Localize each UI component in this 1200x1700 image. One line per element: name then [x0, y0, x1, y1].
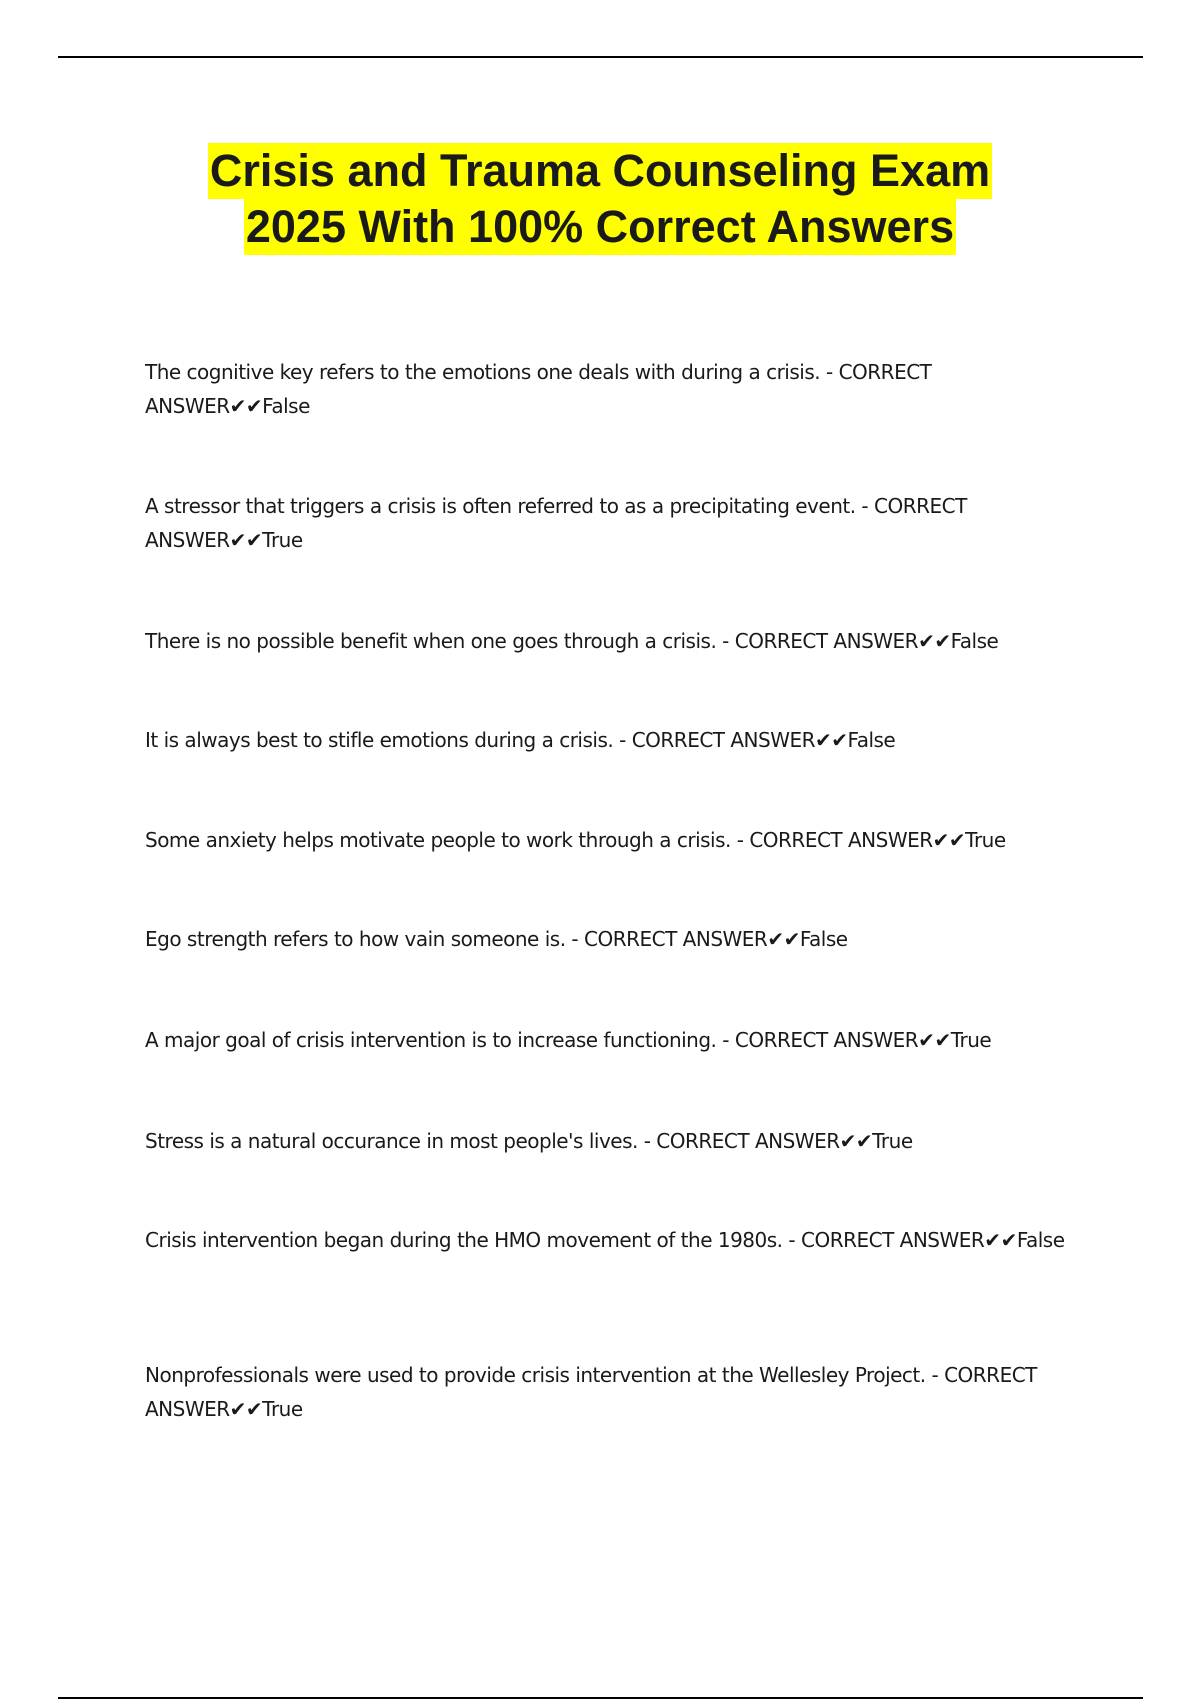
question-text: The cognitive key refers to the emotions one deals with during a crisis. [145, 360, 821, 384]
answer-value: False [950, 629, 999, 653]
qa-item-4: It is always best to stifle emotions during a crisis. - CORRECT ANSWER✔✔False [145, 728, 896, 752]
answer-value: False [799, 927, 848, 951]
qa-item-6: Ego strength refers to how vain someone is. - CORRECT ANSWER✔✔False [145, 927, 848, 951]
answer-value: False [262, 394, 310, 418]
qa-item-9: Crisis intervention began during the HMO movement of the 1980s. - CORRECT ANSWER✔✔False [145, 1228, 1065, 1252]
qa-item-8: Stress is a natural occurance in most people's lives. - CORRECT ANSWER✔✔True [145, 1129, 913, 1153]
qa-item-3: There is no possible benefit when one goes through a crisis. - CORRECT ANSWER✔✔False [145, 629, 999, 653]
answer-value: True [950, 1028, 992, 1052]
answer-value: True [262, 1397, 303, 1421]
question-text: A stressor that triggers a crisis is often referred to as a precipitating event. [145, 494, 856, 518]
qa-item-10: Nonprofessionals were used to provide crisis intervention at the Wellesley Project. - CORRECT ANSWER✔✔True [145, 1363, 1037, 1421]
answer-marker: CORRECT ANSWER✔✔ [749, 828, 966, 852]
answer-value: False [1016, 1228, 1065, 1252]
answer-marker: CORRECT ANSWER✔✔ [145, 360, 932, 418]
question-text: Nonprofessionals were used to provide crisis intervention at the Wellesley Project. [145, 1363, 926, 1387]
qa-item-2: A stressor that triggers a crisis is often referred to as a precipitating event. - CORRECT ANSWER✔✔True [145, 494, 967, 552]
question-text: A major goal of crisis intervention is to increase functioning. [145, 1028, 717, 1052]
answer-value: True [872, 1129, 913, 1153]
answer-value: False [847, 728, 896, 752]
answer-marker: CORRECT ANSWER✔✔ [584, 927, 800, 951]
answer-marker: CORRECT ANSWER✔✔ [145, 1363, 1037, 1421]
title-line-2: 2025 With 100% Correct Answers [244, 199, 956, 255]
question-text: Crisis intervention began during the HMO movement of the 1980s. [145, 1228, 783, 1252]
qa-item-5: Some anxiety helps motivate people to work through a crisis. - CORRECT ANSWER✔✔True [145, 828, 1006, 852]
bottom-rule [58, 1697, 1143, 1699]
qa-item-1: The cognitive key refers to the emotions one deals with during a crisis. - CORRECT ANSWER✔✔False [145, 360, 932, 418]
title-line-1: Crisis and Trauma Counseling Exam [208, 143, 992, 199]
question-text: Ego strength refers to how vain someone is. [145, 927, 566, 951]
question-text: There is no possible benefit when one goes through a crisis. [145, 629, 717, 653]
answer-marker: CORRECT ANSWER✔✔ [734, 629, 951, 653]
answer-marker: CORRECT ANSWER✔✔ [631, 728, 848, 752]
question-text: Stress is a natural occurance in most people's lives. [145, 1129, 638, 1153]
qa-item-7: A major goal of crisis intervention is to increase functioning. - CORRECT ANSWER✔✔True [145, 1028, 992, 1052]
answer-marker: CORRECT ANSWER✔✔ [800, 1228, 1017, 1252]
answer-marker: CORRECT ANSWER✔✔ [734, 1028, 951, 1052]
answer-marker: CORRECT ANSWER✔✔ [145, 494, 967, 552]
question-text: Some anxiety helps motivate people to work through a crisis. [145, 828, 731, 852]
answer-value: True [262, 528, 303, 552]
answer-value: True [965, 828, 1006, 852]
page-title [0, 143, 1200, 255]
question-text: It is always best to stifle emotions during a crisis. [145, 728, 614, 752]
answer-marker: CORRECT ANSWER✔✔ [656, 1129, 873, 1153]
top-rule [58, 56, 1143, 58]
